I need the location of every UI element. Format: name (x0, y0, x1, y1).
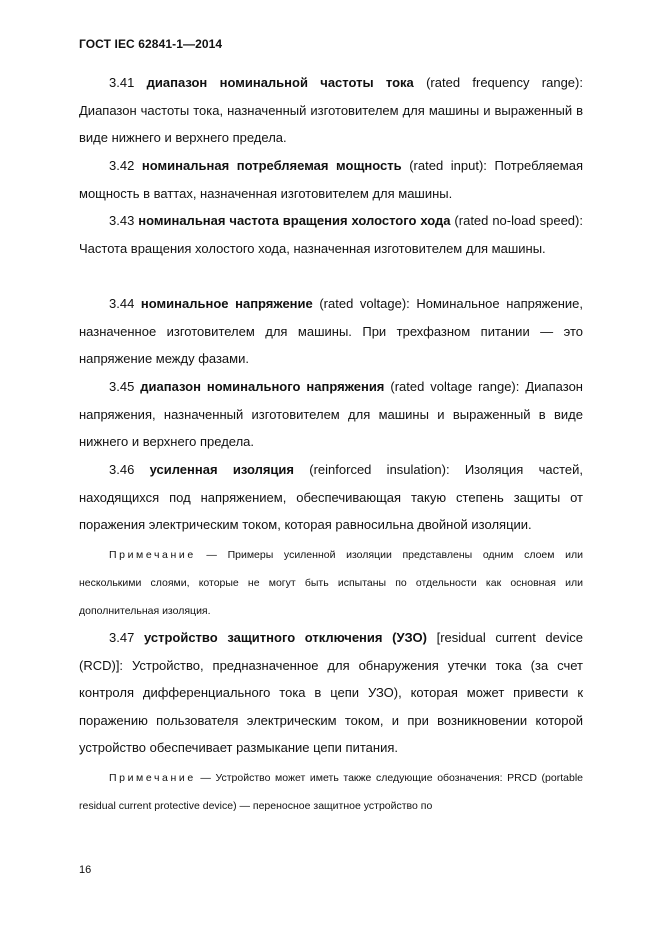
note-rcd (79, 764, 583, 820)
clause-number: 3.46 (109, 462, 135, 477)
definition-3-44 (79, 290, 583, 373)
term: диапазон номинальной частоты тока (146, 75, 414, 90)
definition-3-45 (79, 373, 583, 456)
clause-number: 3.42 (109, 158, 135, 173)
note-label: Примечание (109, 549, 196, 561)
term: усиленная изоляция (149, 462, 294, 477)
term: номинальное напряжение (140, 296, 313, 311)
term: номинальная потребляемая мощность (141, 158, 402, 173)
definition-text: [residual current device (RCD)]: Устройство, предназначенное для обнаружения утечки тока (за счет контроля дифференциального тока в цепи УЗО), которая может привести к поражению пользователя электрическим током, и при возникновении которой устройство обеспечивает размыкание цепи питания. (79, 630, 584, 756)
definition-text: (rated no-load speed): Частота вращения холостого хода, назначенная изготовителем для машины. (79, 213, 583, 256)
definition-text: (reinforced insulation): Изоляция частей, находящихся под напряжением, обеспечивающая такую степень защиты от поражения электрическим током, которая равносильна двойной изоляции. (79, 462, 583, 533)
note-text: — Устройство может иметь также следующие обозначения: PRCD (portable residual current protective device) — переносное защитное устройство по (79, 772, 583, 812)
clause-number: 3.45 (109, 379, 135, 394)
note-reinforced-insulation (79, 541, 583, 625)
document-header: ГОСТ IEC 62841-1—2014 (79, 37, 223, 51)
note-text: — Примеры усиленной изоляции представлены одним слоем или несколькими слоями, которые не могут быть испытаны по отдельности как основная или дополнительная изоляция. (79, 549, 583, 617)
term: устройство защитного отключения (УЗО) (143, 630, 427, 645)
definition-text: (rated voltage range): Диапазон напряжения, назначенный изготовителем для машины и выраженный в виде нижнего и верхнего предела. (79, 379, 583, 450)
note-label: Примечание (109, 772, 196, 784)
clause-number: 3.47 (109, 630, 135, 645)
definition-text: (rated voltage): Номинальное напряжение, назначенное изготовителем для машины. При трехфазном питании — это напряжение между фазами. (79, 296, 583, 367)
definition-text: (rated input): Потребляемая мощность в ваттах, назначенная изготовителем для машины. (79, 158, 583, 201)
term: диапазон номинального напряжения (140, 379, 385, 394)
definition-3-41 (79, 69, 583, 152)
term: номинальная частота вращения холостого хода (138, 213, 451, 228)
definition-3-42 (79, 152, 583, 207)
definition-3-43 (79, 207, 583, 262)
definition-3-47 (79, 624, 583, 762)
clause-number: 3.41 (109, 75, 135, 90)
definition-text: (rated frequency range): Диапазон частоты тока, назначенный изготовителем для машины и выраженный в виде нижнего и верхнего предела. (79, 75, 583, 146)
clause-number: 3.43 (109, 213, 135, 228)
page-number: 16 (79, 864, 92, 876)
definition-3-46 (79, 456, 583, 539)
clause-number: 3.44 (109, 296, 135, 311)
